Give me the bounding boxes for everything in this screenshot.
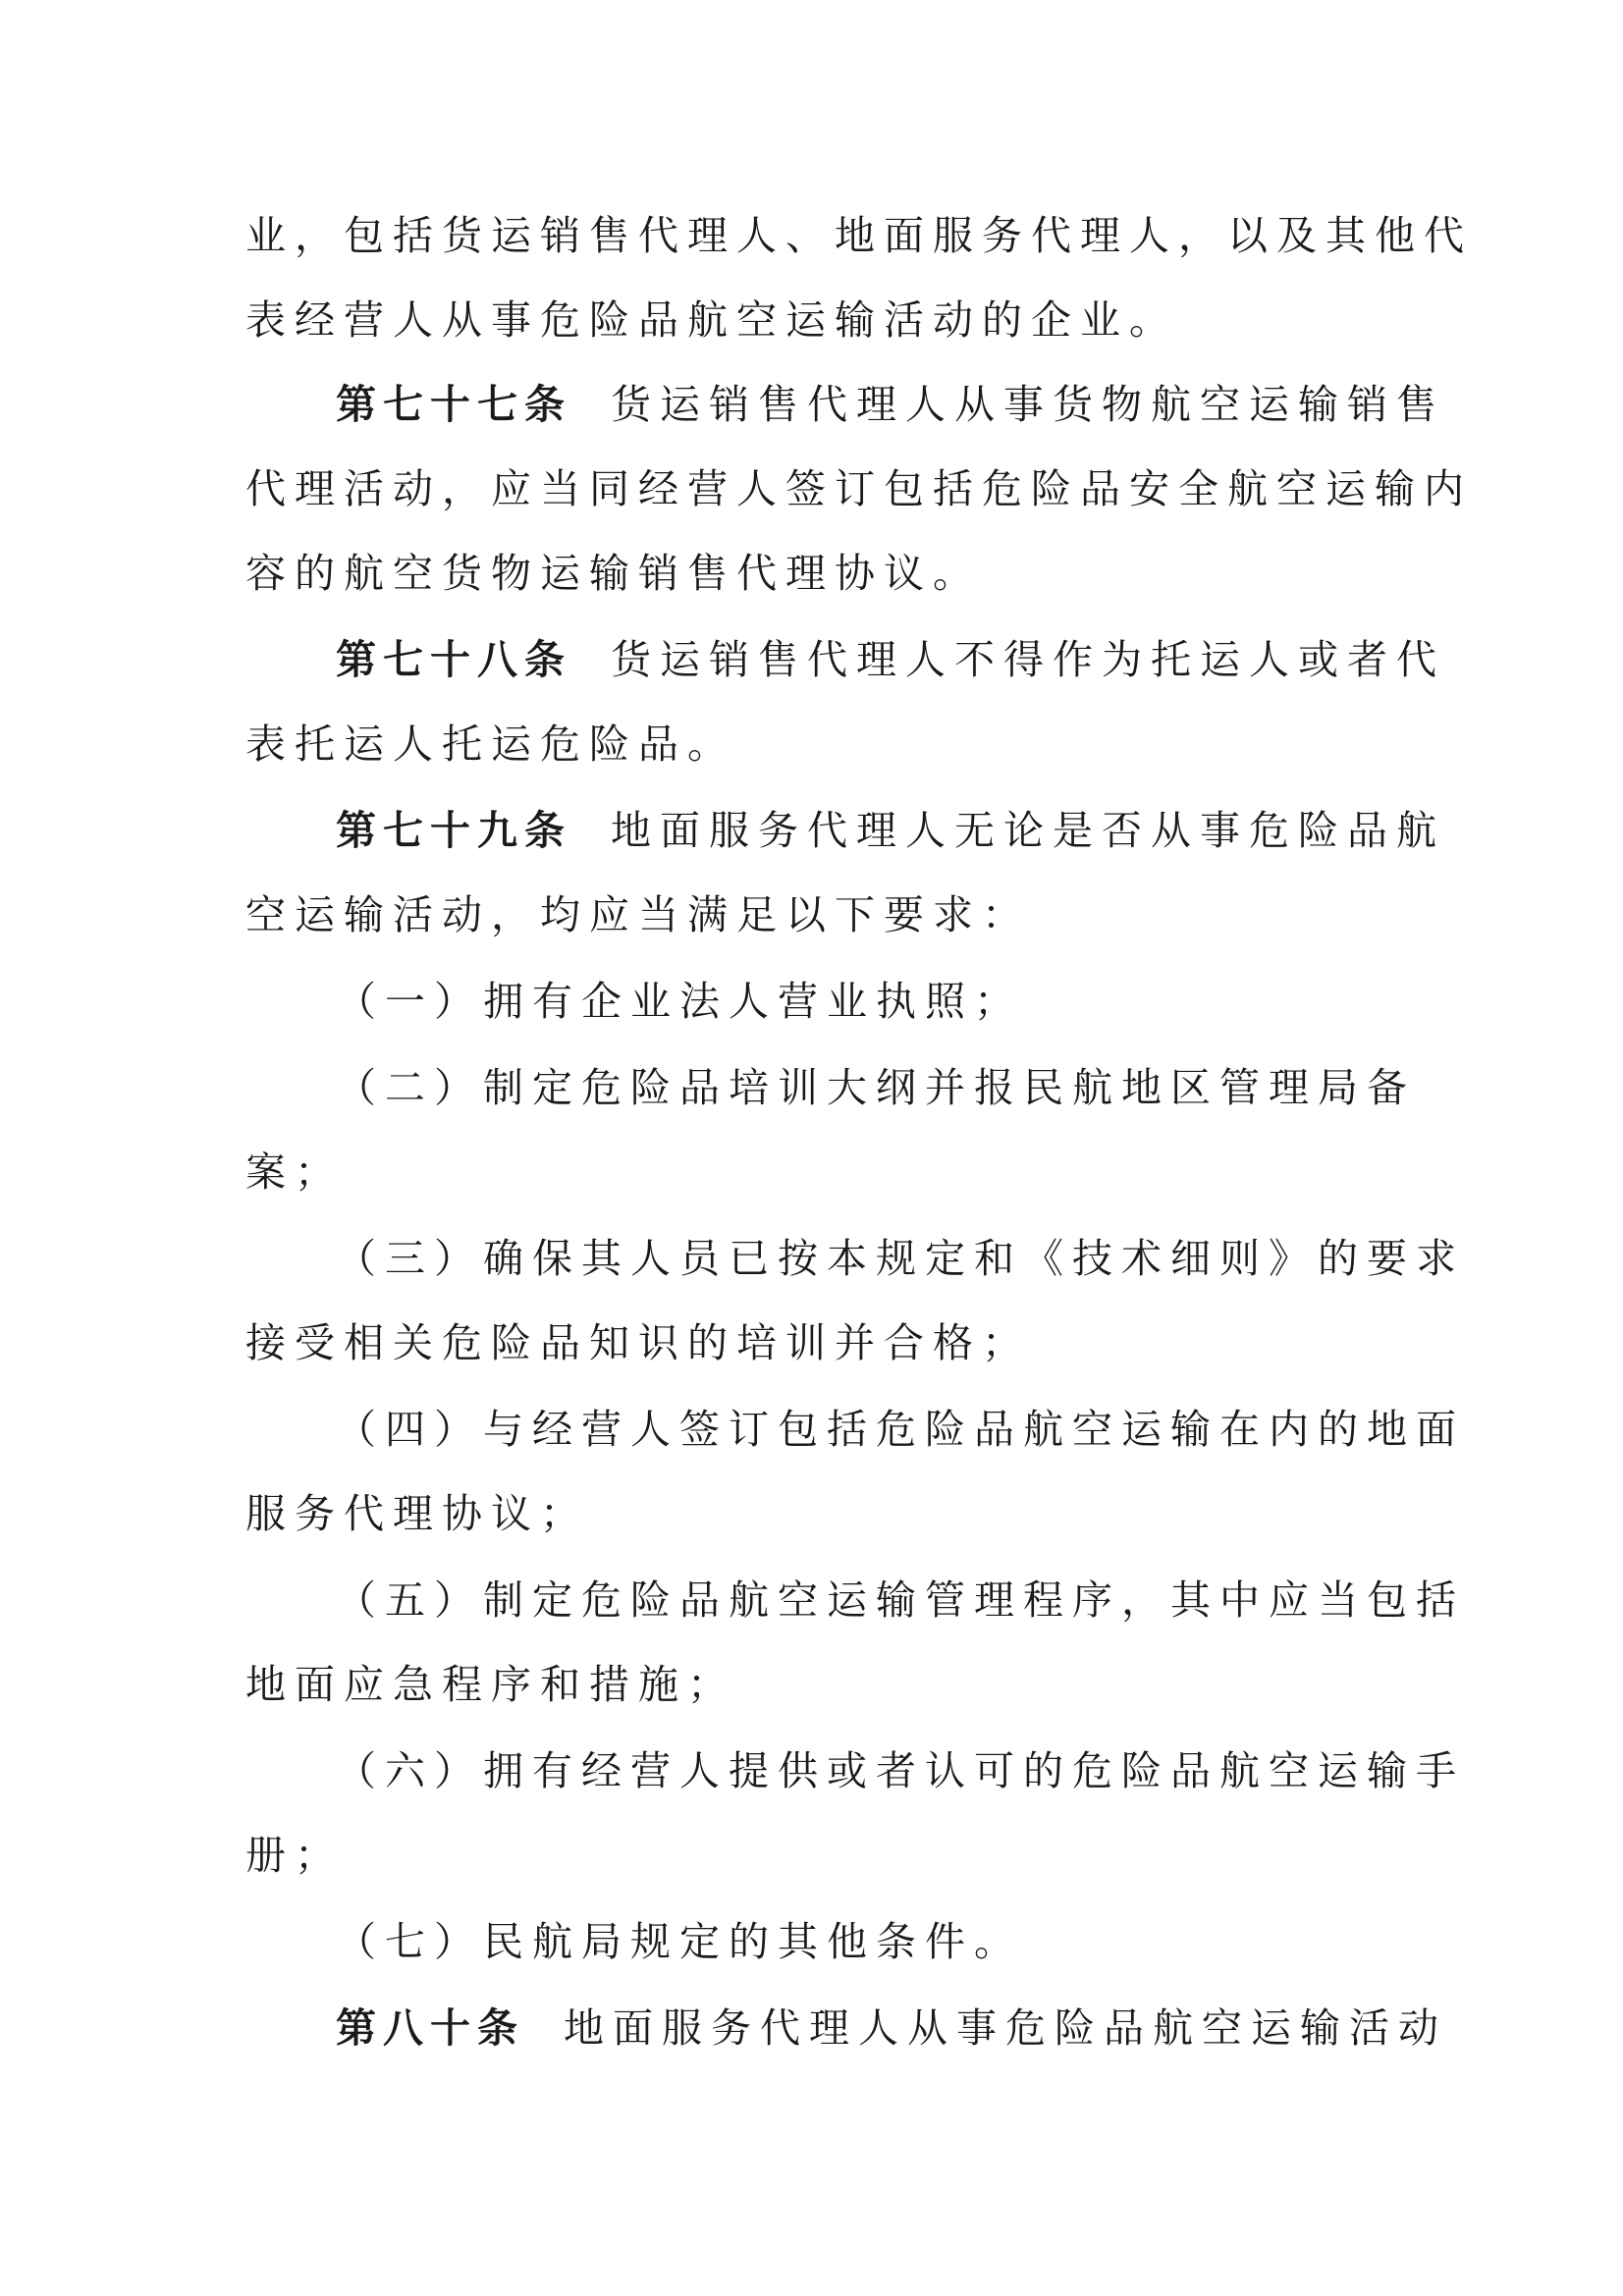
list-item-4: （四）与经营人签订包括危险品航空运输在内的地面 <box>336 1406 1465 1453</box>
list-item-7: （七）民航局规定的其他条件。 <box>336 1918 1023 1965</box>
list-item-6: （六）拥有经营人提供或者认可的危险品航空运输手 <box>336 1747 1465 1794</box>
article-79-title: 第七十九条 <box>336 807 571 854</box>
text-line: 表托运人托运危险品。 <box>245 721 736 768</box>
list-item-5: （五）制定危险品航空运输管理程序，其中应当包括 <box>336 1576 1465 1624</box>
list-item-1: （一）拥有企业法人营业执照； <box>336 978 1023 1025</box>
article-79-text: 地面服务代理人无论是否从事危险品航 <box>611 807 1445 854</box>
text-line: 业，包括货运销售代理人、地面服务代理人，以及其他代 <box>245 212 1473 259</box>
article-80-title: 第八十条 <box>336 2004 524 2052</box>
text-line: 空运输活动，均应当满足以下要求： <box>245 891 1031 938</box>
text-line: 容的航空货物运输销售代理协议。 <box>245 550 982 597</box>
article-78-first-line <box>336 625 1445 694</box>
article-78-text: 货运销售代理人不得作为托运人或者代 <box>611 636 1445 683</box>
text-line: 册； <box>245 1832 344 1879</box>
text-line: 代理活动，应当同经营人签订包括危险品安全航空运输内 <box>245 465 1473 512</box>
article-77-title: 第七十七条 <box>336 381 571 428</box>
article-77-text: 货运销售代理人从事货物航空运输销售 <box>611 381 1445 428</box>
list-item-2: （二）制定危险品培训大纲并报民航地区管理局备 <box>336 1064 1416 1111</box>
text-line: 案； <box>245 1148 344 1196</box>
text-line: 表经营人从事危险品航空运输活动的企业。 <box>245 296 1178 344</box>
article-79-first-line <box>336 796 1445 865</box>
list-item-3: （三）确保其人员已按本规定和《技术细则》的要求 <box>336 1235 1465 1282</box>
article-80-first-line <box>336 1994 1447 2062</box>
article-77-first-line <box>336 370 1445 439</box>
text-line: 服务代理协议； <box>245 1490 589 1537</box>
article-80-text: 地面服务代理人从事危险品航空运输活动 <box>564 2004 1447 2052</box>
article-78-title: 第七十八条 <box>336 636 571 683</box>
text-line: 接受相关危险品知识的培训并合格； <box>245 1319 1031 1366</box>
text-line: 地面应急程序和措施； <box>245 1661 736 1708</box>
